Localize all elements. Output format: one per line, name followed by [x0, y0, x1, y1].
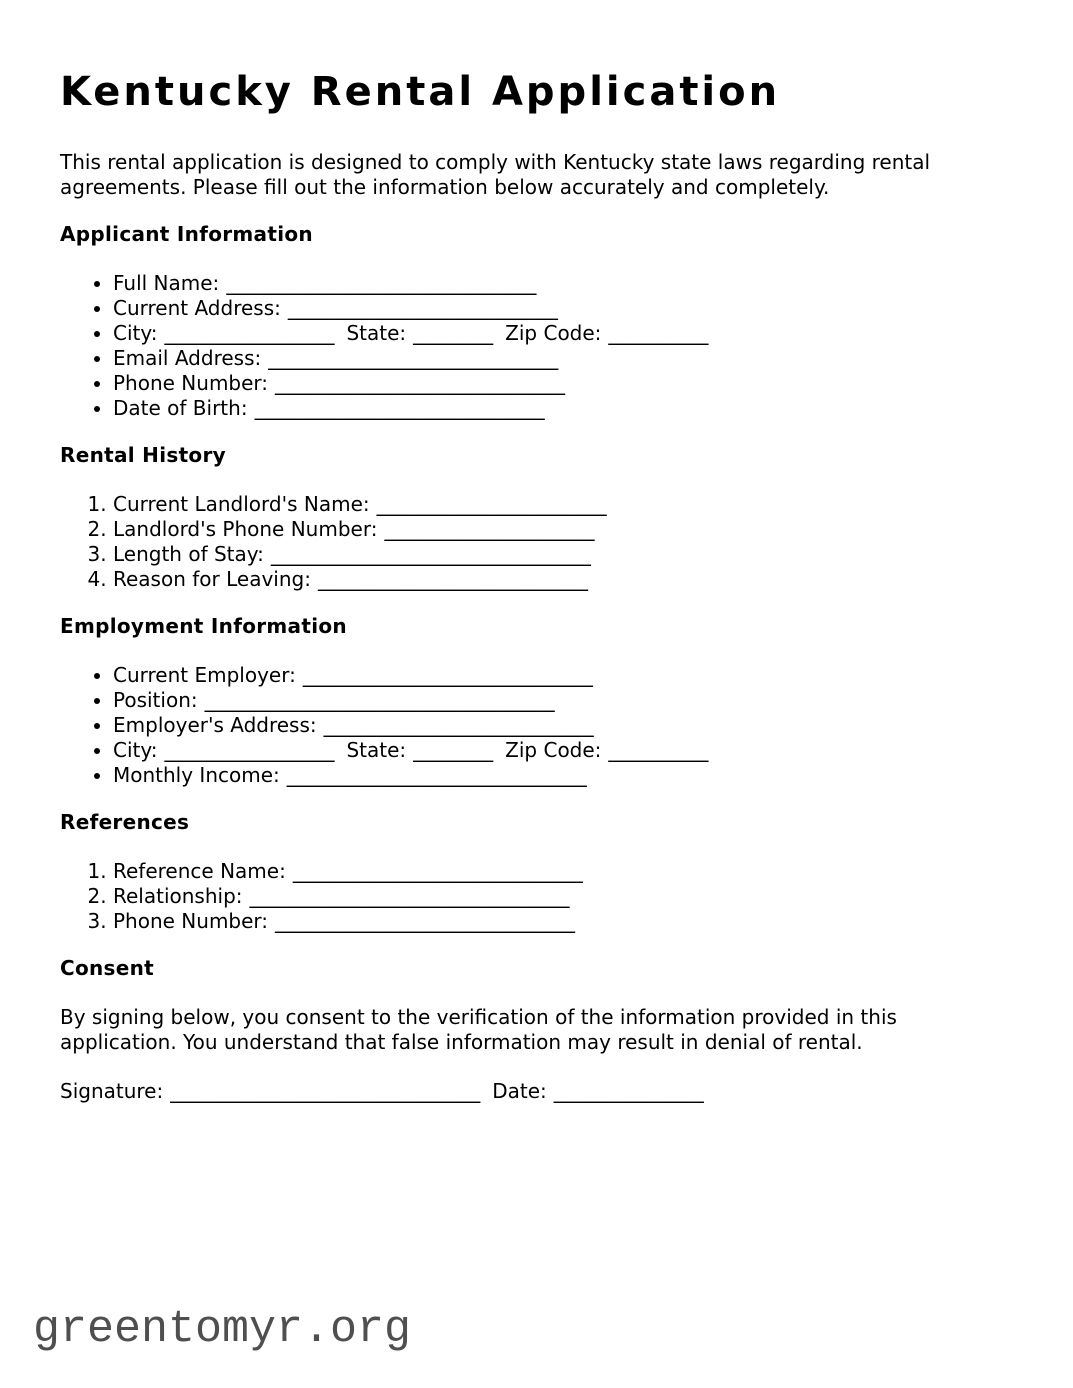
list-item-full-name — [113, 271, 1013, 296]
phone-number-label: Phone Number: — [113, 371, 269, 395]
employment-zip-code-blank-line: __________ — [608, 738, 709, 762]
signature-label: Signature: — [60, 1079, 164, 1103]
current-employer-blank-line: _____________________________ — [302, 663, 593, 687]
city-blank-line: _________________ — [164, 321, 335, 345]
position-blank-line: ___________________________________ — [204, 688, 555, 712]
list-item-date-of-birth — [113, 396, 1013, 421]
list-item-employer-address — [113, 713, 1013, 738]
signature-blank-line: _______________________________ — [170, 1079, 481, 1103]
city-label: City: — [113, 321, 158, 345]
landlord-phone-label: Landlord's Phone Number: — [113, 517, 378, 541]
list-item-reason-for-leaving — [113, 567, 1013, 592]
landlord-name-label: Current Landlord's Name: — [113, 492, 370, 516]
rental-history-list — [60, 492, 1013, 592]
reason-for-leaving-label: Reason for Leaving: — [113, 567, 311, 591]
monthly-income-label: Monthly Income: — [113, 763, 280, 787]
position-label: Position: — [113, 688, 198, 712]
reference-name-label: Reference Name: — [113, 859, 286, 883]
consent-line-1: By signing below, you consent to the verification of the information provided in this — [60, 1005, 897, 1029]
landlord-name-blank-line: _______________________ — [376, 492, 607, 516]
references-list — [60, 859, 1013, 934]
section-heading-applicant-information: Applicant Information — [60, 222, 313, 246]
reference-name-blank-line: _____________________________ — [292, 859, 583, 883]
phone-number-blank-line: _____________________________ — [275, 371, 566, 395]
section-heading-rental-history: Rental History — [60, 443, 226, 467]
list-item-relationship — [113, 884, 1013, 909]
intro-line-1: This rental application is designed to comply with Kentucky state laws regarding rental — [60, 150, 931, 174]
signature-row — [60, 1079, 1013, 1104]
employment-state-blank-line: ________ — [413, 738, 494, 762]
list-item-phone-number — [113, 371, 1013, 396]
state-blank-line: ________ — [413, 321, 494, 345]
list-item-monthly-income — [113, 763, 1013, 788]
reference-phone-blank-line: ______________________________ — [275, 909, 576, 933]
current-employer-label: Current Employer: — [113, 663, 296, 687]
length-of-stay-blank-line: ________________________________ — [270, 542, 591, 566]
full-name-blank-line: _______________________________ — [226, 271, 537, 295]
list-item-employment-city-state-zip — [113, 738, 1013, 763]
reason-for-leaving-blank-line: ___________________________ — [317, 567, 588, 591]
list-item-reference-name — [113, 859, 1013, 884]
employment-information-list — [60, 663, 1013, 788]
state-label: State: — [346, 321, 407, 345]
date-label: Date: — [492, 1079, 547, 1103]
list-item-length-of-stay — [113, 542, 1013, 567]
employment-city-label: City: — [113, 738, 158, 762]
intro-paragraph — [60, 150, 1013, 200]
list-item-landlord-phone — [113, 517, 1013, 542]
section-heading-references: References — [60, 810, 190, 834]
current-address-blank-line: ___________________________ — [287, 296, 558, 320]
list-item-email-address — [113, 346, 1013, 371]
reference-phone-label: Phone Number: — [113, 909, 269, 933]
employer-address-label: Employer's Address: — [113, 713, 317, 737]
list-item-current-employer — [113, 663, 1013, 688]
employment-state-label: State: — [346, 738, 407, 762]
zip-code-label: Zip Code: — [505, 321, 602, 345]
date-of-birth-label: Date of Birth: — [113, 396, 248, 420]
watermark-text: greentomyr.org — [33, 1304, 412, 1355]
page-title: Kentucky Rental Application — [60, 69, 781, 115]
section-heading-employment-information: Employment Information — [60, 614, 347, 638]
zip-code-blank-line: __________ — [608, 321, 709, 345]
date-blank-line: _______________ — [553, 1079, 704, 1103]
monthly-income-blank-line: ______________________________ — [286, 763, 587, 787]
email-address-label: Email Address: — [113, 346, 262, 370]
intro-line-2: agreements. Please fill out the information below accurately and completely. — [60, 175, 830, 199]
date-of-birth-blank-line: _____________________________ — [254, 396, 545, 420]
consent-line-2: application. You understand that false information may result in denial of rental. — [60, 1030, 863, 1054]
list-item-reference-phone — [113, 909, 1013, 934]
list-item-position — [113, 688, 1013, 713]
length-of-stay-label: Length of Stay: — [113, 542, 264, 566]
email-address-blank-line: _____________________________ — [268, 346, 559, 370]
employer-address-blank-line: ___________________________ — [323, 713, 594, 737]
landlord-phone-blank-line: _____________________ — [384, 517, 595, 541]
applicant-information-list — [60, 271, 1013, 421]
list-item-city-state-zip — [113, 321, 1013, 346]
full-name-label: Full Name: — [113, 271, 220, 295]
section-heading-consent: Consent — [60, 956, 155, 980]
list-item-landlord-name — [113, 492, 1013, 517]
relationship-blank-line: ________________________________ — [249, 884, 570, 908]
relationship-label: Relationship: — [113, 884, 243, 908]
current-address-label: Current Address: — [113, 296, 281, 320]
consent-paragraph — [60, 1005, 1013, 1055]
employment-zip-code-label: Zip Code: — [505, 738, 602, 762]
employment-city-blank-line: _________________ — [164, 738, 335, 762]
list-item-current-address — [113, 296, 1013, 321]
